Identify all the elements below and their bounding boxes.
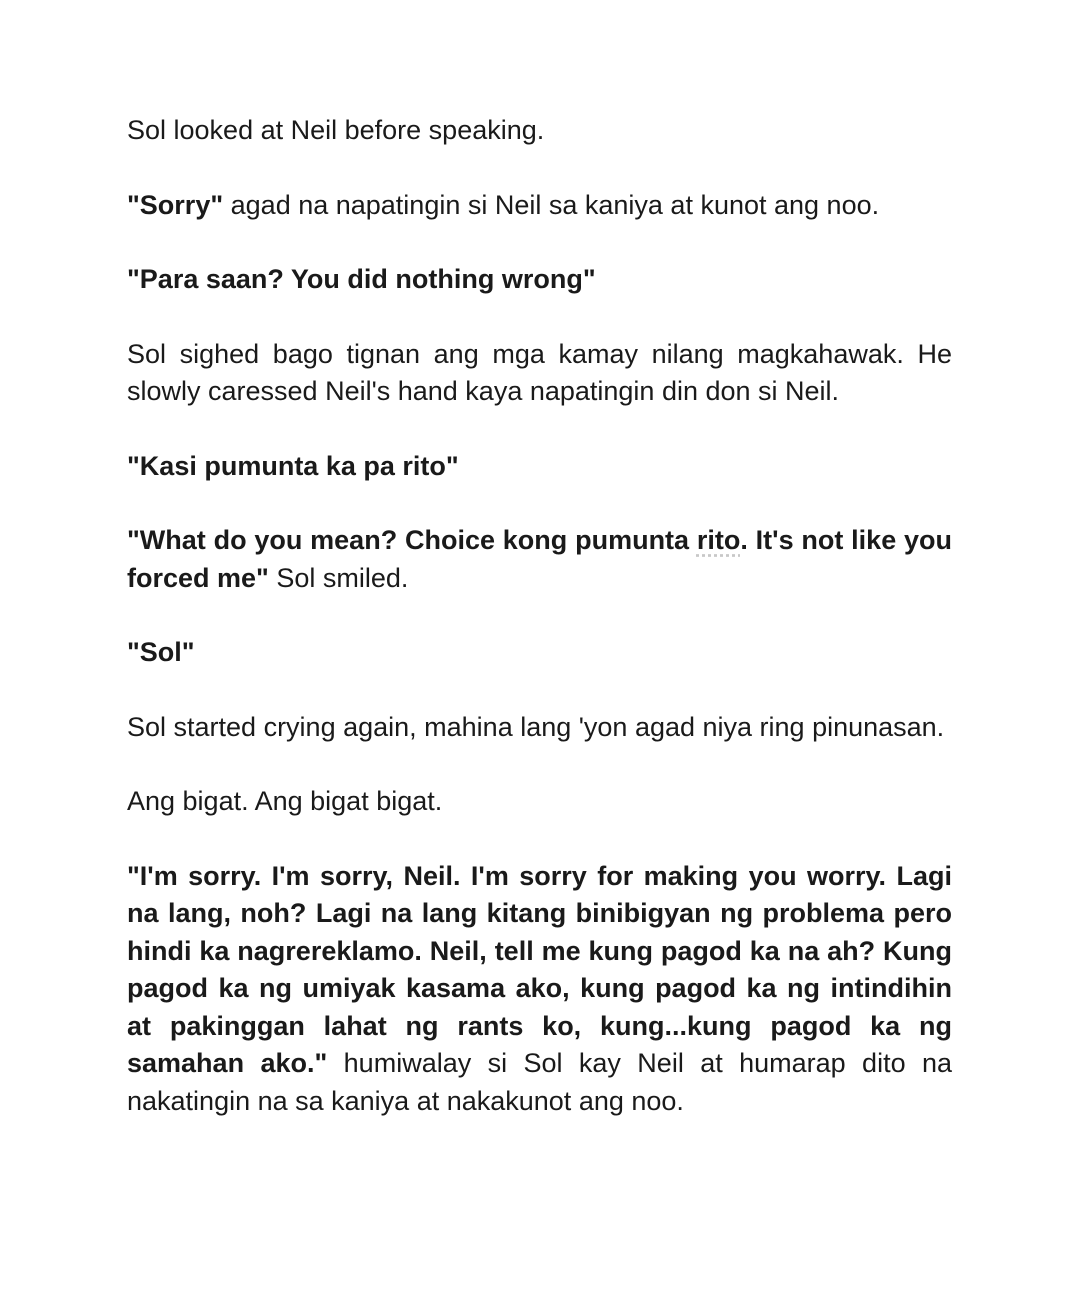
paragraph-8: [127, 709, 952, 747]
narration-text: humiwalay si Sol kay Neil at humarap dito na nakatingin na sa kaniya at nakakunot ang noo.: [127, 1048, 952, 1116]
dialogue-text: "Sol": [127, 637, 195, 667]
paragraph-10: [127, 858, 952, 1121]
narration-text: Ang bigat. Ang bigat bigat.: [127, 786, 443, 816]
narration-text: Sol started crying again, mahina lang 'yon agad niya ring pinunasan.: [127, 711, 945, 742]
underlined-word: rito: [696, 525, 741, 555]
dialogue-text: "I'm sorry. I'm sorry, Neil. I'm sorry for making you worry. Lagi na lang, noh? Lagi na lang kitang binibigyan ng problema pero hindi ka nagrereklamo. Neil, tell me kung pagod ka na ah? Kung pagod ka ng umiyak kasama ako, kung pagod ka ng intindihin at pakinggan lahat ng rants ko, kung...kung pagod ka ng samahan ako.": [127, 860, 952, 1078]
story-page: [127, 112, 952, 1157]
paragraph-6: [127, 522, 952, 597]
dialogue-text-continued: . It's not like you forced me": [127, 525, 953, 593]
paragraph-4: [127, 336, 952, 411]
narration-text: Sol looked at Neil before speaking.: [127, 115, 545, 145]
dialogue-text: "Sorry": [127, 189, 224, 220]
paragraph-7: [127, 634, 952, 672]
narration-text: agad na napatingin si Neil sa kaniya at kunot ang noo.: [223, 189, 880, 220]
paragraph-1: [127, 112, 952, 150]
paragraph-9: [127, 783, 952, 821]
dialogue-text: "Para saan? You did nothing wrong": [127, 264, 596, 294]
narration-text: Sol smiled.: [268, 562, 409, 593]
paragraph-3: [127, 261, 952, 299]
dialogue-text: "Kasi pumunta ka pa rito": [127, 450, 459, 481]
paragraph-2: [127, 187, 952, 225]
paragraph-5: [127, 448, 952, 486]
narration-text: Sol sighed bago tignan ang mga kamay nilang magkahawak. He slowly caressed Neil's hand kaya napatingin din don si Neil.: [127, 338, 952, 406]
dialogue-text: "What do you mean? Choice kong pumunta: [127, 525, 697, 555]
